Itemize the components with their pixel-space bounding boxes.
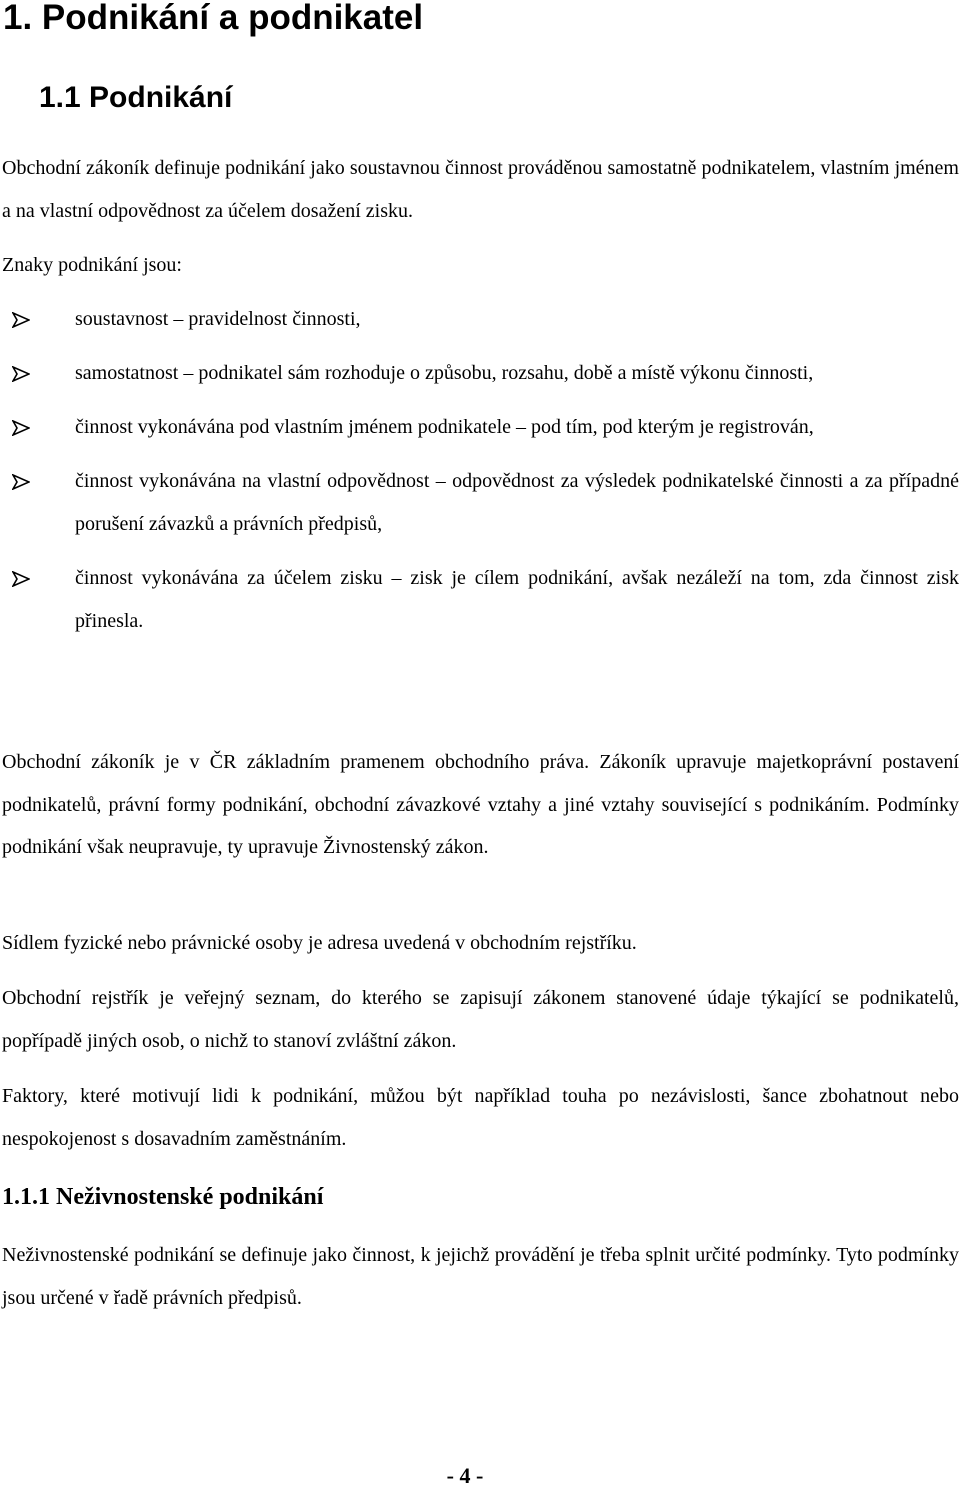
- paragraph-commercial-code: Obchodní zákoník je v ČR základním pramenem obchodního práva. Zákoník upravuje majetkoprávní postavení podnikatelů, právní formy podnikání, obchodní závazkové vztahy a jiné vztahy související s podnikáním. Podmínky podnikání však neupravuje, ty upravuje Živnostenský zákon.: [2, 751, 959, 858]
- arrow-bullet-icon: [12, 366, 30, 382]
- list-item: [0, 460, 959, 546]
- list-item: [0, 352, 959, 395]
- paragraph-definition: Obchodní zákoník definuje podnikání jako soustavnou činnost prováděnou samostatně podnikatelem, vlastním jménem a na vlastní odpovědnost za účelem dosažení zisku.: [2, 157, 959, 222]
- list-item: [0, 298, 959, 341]
- list-item-text: soustavnost – pravidelnost činnosti,: [75, 308, 361, 330]
- list-item: [0, 557, 959, 643]
- list-item-text: činnost vykonávána za účelem zisku – zisk je cílem podnikání, avšak nezáleží na tom, zda činnost zisk přinesla.: [75, 567, 959, 632]
- list-item-text: samostatnost – podnikatel sám rozhoduje o způsobu, rozsahu, době a místě výkonu činnosti,: [75, 362, 814, 384]
- paragraph-commercial-register: Obchodní rejstřík je veřejný seznam, do kterého se zapisují zákonem stanovené údaje týkající se podnikatelů, popřípadě jiných osob, o nichž to stanoví zvláštní zákon.: [2, 987, 959, 1052]
- list-item: [0, 406, 959, 449]
- arrow-bullet-icon: [12, 312, 30, 328]
- list-item-text: činnost vykonávána pod vlastním jménem podnikatele – pod tím, pod kterým je registrován,: [75, 416, 814, 438]
- arrow-bullet-icon: [12, 571, 30, 587]
- section-heading: 1.1 Podnikání: [39, 81, 233, 114]
- arrow-bullet-icon: [12, 420, 30, 436]
- arrow-bullet-icon: [12, 474, 30, 490]
- paragraph-list-intro: Znaky podnikání jsou:: [2, 254, 182, 276]
- page-number: - 4 -: [446, 1463, 484, 1488]
- list-item-text: činnost vykonávána na vlastní odpovědnost – odpovědnost za výsledek podnikatelské činnosti a za případné porušení závazků a právních předpisů,: [75, 470, 959, 535]
- chapter-heading: 1. Podnikání a podnikatel: [3, 0, 424, 37]
- features-list: [0, 298, 960, 654]
- subsection-heading: 1.1.1 Neživnostenské podnikání: [2, 1184, 324, 1210]
- paragraph-registered-office: Sídlem fyzické nebo právnické osoby je adresa uvedená v obchodním rejstříku.: [2, 932, 637, 954]
- paragraph-non-trade-business: Neživnostenské podnikání se definuje jako činnost, k jejichž provádění je třeba splnit určité podmínky. Tyto podmínky jsou určené v řadě právních předpisů.: [2, 1244, 959, 1309]
- paragraph-motivation-factors: Faktory, které motivují lidi k podnikání, můžou být například touha po nezávislosti, šance zbohatnout nebo nespokojenost s dosavadním zaměstnáním.: [2, 1085, 959, 1150]
